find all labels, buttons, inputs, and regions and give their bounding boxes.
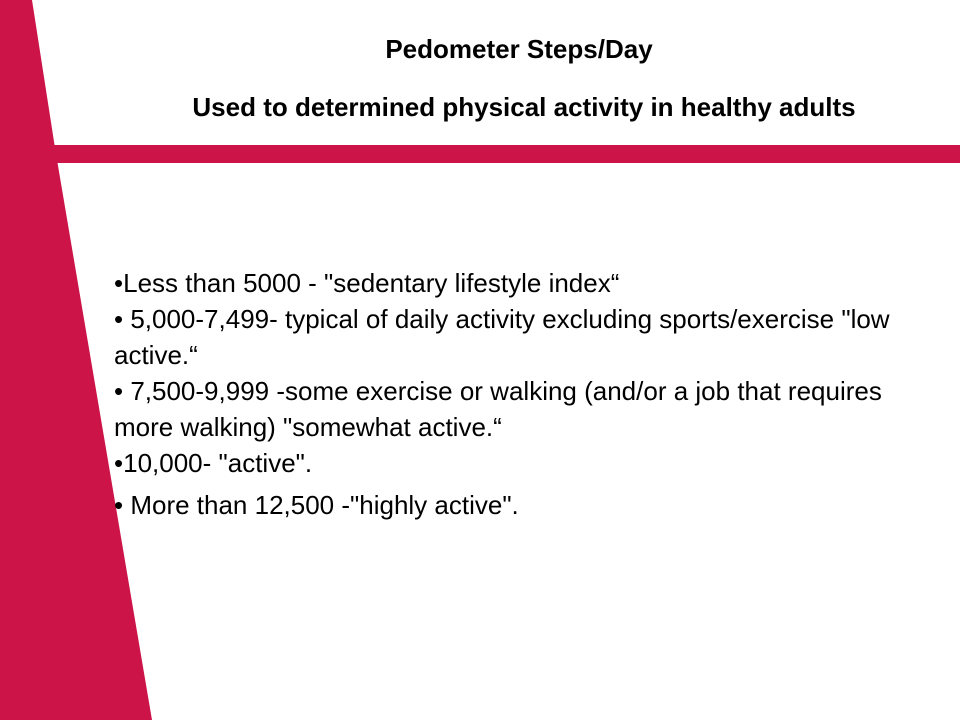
red-horizontal-band bbox=[0, 145, 960, 163]
bullet-item-active: •10,000- "active". bbox=[114, 448, 313, 478]
bullet-item-low-active: • 5,000-7,499- typical of daily activity excluding sports/exercise "low active.“ bbox=[114, 304, 890, 370]
slide-title: Pedometer Steps/Day bbox=[385, 34, 653, 64]
bullet-item-somewhat-active: • 7,500-9,999 -some exercise or walking (and/or a job that requires more walking) "somewhat active.“ bbox=[114, 376, 882, 442]
bullet-item-highly-active: • More than 12,500 -"highly active". bbox=[114, 490, 519, 520]
bullet-list bbox=[114, 265, 944, 523]
bullet-item-sedentary: •Less than 5000 - "sedentary lifestyle index“ bbox=[114, 268, 620, 298]
slide-subtitle: Used to determined physical activity in healthy adults bbox=[192, 92, 856, 122]
